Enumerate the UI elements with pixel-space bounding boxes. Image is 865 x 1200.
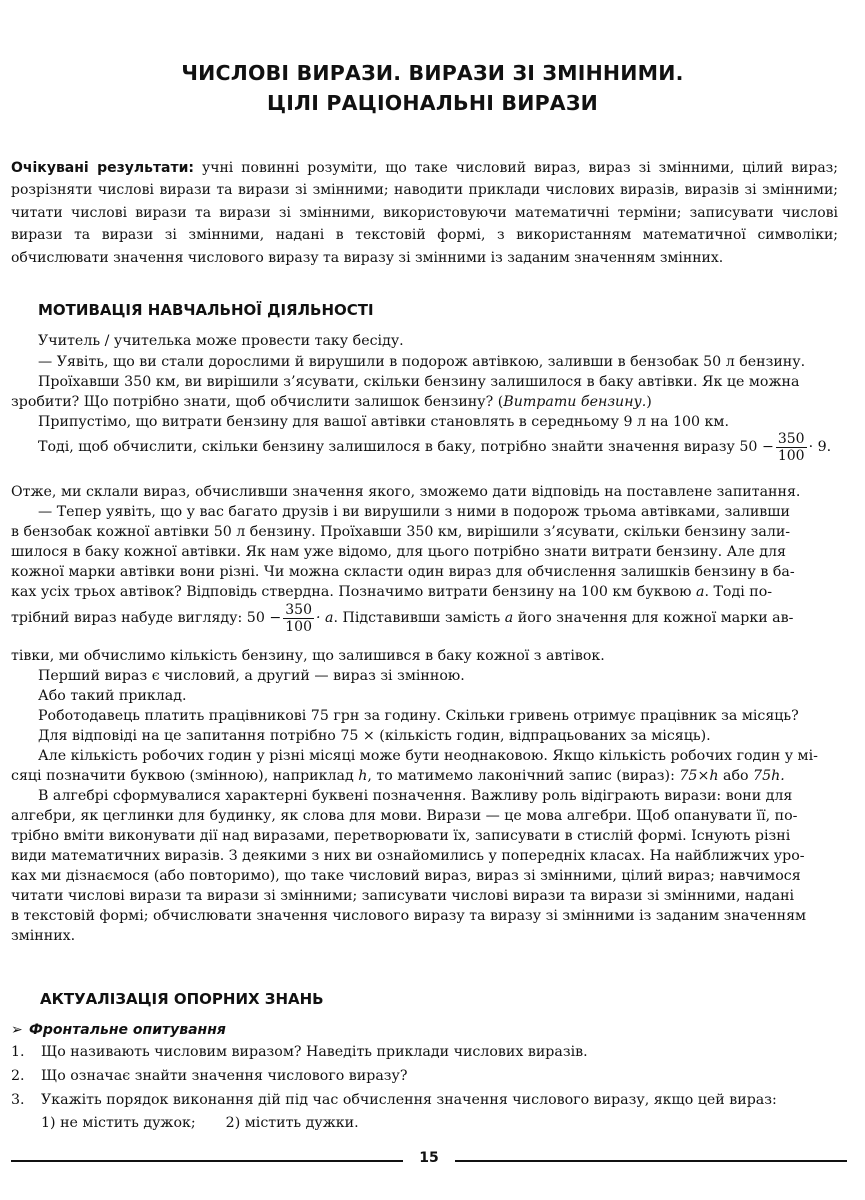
question-item xyxy=(11,1090,777,1110)
paragraph-line-with-formula xyxy=(38,427,831,467)
title-line-1: ЧИСЛОВІ ВИРАЗИ. ВИРАЗИ ЗІ ЗМІННИМИ. xyxy=(181,61,684,85)
paragraph-line: шилося в баку кожної автівки. Як нам уже відомо, для цього потрібно знати витрати бензину. Але для xyxy=(11,544,786,560)
question-text: Що називають числовим виразом? Наведіть приклади числових виразів. xyxy=(41,1044,588,1060)
page-title xyxy=(0,58,865,118)
paragraph-line: Роботодавець платить працівникові 75 грн за годину. Скільки гривень отримує працівник за місяць? xyxy=(38,708,799,724)
text-run: зробити? Що потрібно знати, щоб обчислити залишок бензину? ( xyxy=(11,394,504,410)
formula-part: · a xyxy=(315,610,334,626)
formula-part: · 9. xyxy=(808,439,832,455)
paragraph-line: кожної марки автівки вони різні. Чи можна скласти один вираз для обчислення залишків бензину в ба- xyxy=(11,564,795,580)
question-number: 1. xyxy=(11,1044,25,1060)
paragraph-line: Перший вираз є числовий, а другий — вираз зі змінною. xyxy=(38,668,465,684)
paragraph-line xyxy=(11,392,652,412)
subitem: 2) містить дужки. xyxy=(225,1115,359,1131)
paragraph-line: Проїхавши 350 км, ви вирішили з’ясувати, скільки бензину залишилося в баку автівки. Як це можна xyxy=(38,374,800,390)
fraction-numerator: 350 xyxy=(777,430,805,447)
formula-part: 75h. xyxy=(753,768,785,784)
formula xyxy=(739,430,832,464)
arrow-bullet-icon: ➢ xyxy=(11,1022,23,1038)
actualization-heading: АКТУАЛІЗАЦІЯ ОПОРНИХ ЗНАНЬ xyxy=(40,990,324,1008)
paragraph-line xyxy=(11,766,785,786)
paragraph-line: ках ми дізнаємося (або повторимо), що таке числовий вираз, вираз зі змінними, цілий вираз; навчимося xyxy=(11,868,801,884)
frontal-survey-heading xyxy=(11,1022,226,1038)
paragraph-line: — Уявіть, що ви стали дорослими й вирушили в подорож автівкою, заливши в бензобак 50 л бензину. xyxy=(38,354,806,370)
fraction-denominator: 100 xyxy=(777,447,805,464)
paragraph-line: Отже, ми склали вираз, обчисливши значення якого, зможемо дати відповідь на поставлене запитання. xyxy=(11,484,801,500)
paragraph-line: змінних. xyxy=(11,928,76,944)
text-run: або xyxy=(722,768,749,784)
paragraph-line: Або такий приклад. xyxy=(38,688,187,704)
paragraph-line: в бензобак кожної автівки 50 л бензину. Проїхавши 350 км, вирішили з’ясувати, скільки бензину зали- xyxy=(11,524,791,540)
text-run: , то матимемо лаконічний запис (вираз): xyxy=(367,768,675,784)
question-item xyxy=(11,1066,407,1086)
title-line-2: ЦІЛІ РАЦІОНАЛЬНІ ВИРАЗИ xyxy=(267,91,598,115)
footer-rule-left xyxy=(11,1160,403,1162)
text-run: сяці позначити буквою (змінною), наприклад xyxy=(11,768,354,784)
text-run: . Підставивши замість xyxy=(333,610,501,626)
fraction-denominator: 100 xyxy=(285,618,312,635)
italic-answer: Витрати бензину. xyxy=(503,394,647,410)
paragraph-line: трібно вміти виконувати дії над виразами, перетворювати їх, записувати в стислій формі. Існують різні xyxy=(11,828,791,844)
paragraph-line: В алгебрі сформувалися характерні буквені позначення. Важливу роль відіграють вирази: вони для xyxy=(38,788,793,804)
question-text: Що означає знайти значення числового виразу? xyxy=(41,1068,408,1084)
paragraph-line: Але кількість робочих годин у різні місяці може бути неоднаковою. Якщо кількість робочих годин у мі- xyxy=(38,748,818,764)
formula-part: 50 − xyxy=(246,610,282,626)
paragraph-line: в текстовій формі; обчислювати значення числового виразу та виразу зі змінними із заданим значенням xyxy=(11,908,807,924)
paragraph-line: — Тепер уявіть, що у вас багато друзів і ви вирушили з ними в подорож трьома автівками, заливши xyxy=(38,504,790,520)
variable: a xyxy=(695,584,705,600)
paragraph-line: Припустімо, що витрати бензину для вашої автівки становлять в середньому 9 л на 100 км. xyxy=(38,414,729,430)
text-run: . Тоді по- xyxy=(704,584,773,600)
fraction-numerator: 350 xyxy=(285,601,312,618)
variable: h xyxy=(358,768,368,784)
formula-part: 50 − xyxy=(739,439,774,455)
question-subitems xyxy=(41,1113,359,1133)
question-number: 2. xyxy=(11,1068,25,1084)
question-item xyxy=(11,1042,588,1062)
formula-part: 75×h xyxy=(679,768,719,784)
paragraph-line: Для відповіді на це запитання потрібно 75 × (кількість годин, відпрацьованих за місяць). xyxy=(38,728,711,744)
question-text: Укажіть порядок виконання дій під час обчислення значення числового виразу, якщо цей вираз: xyxy=(41,1092,777,1108)
paragraph-line: види математичних виразів. З деякими з них ви ознайомились у попередніх класах. На найближчих уро- xyxy=(11,848,805,864)
page-number: 15 xyxy=(419,1150,439,1166)
fraction xyxy=(776,431,807,464)
expected-results-text: учні повинні розуміти, що таке числовий вираз, вираз зі змінними, цілий вираз; розрізняти числові вирази та вирази зі змінними; наводити приклади числових виразів, виразів зі змінними; читати числові вирази та вирази зі змінними, використовуючи математичні терміни; записувати числові вирази та вирази зі змінними, надані в текстовій формі, з використанням математичної символіки; обчислювати значення числового виразу та виразу зі змінними із заданим значенням змінних. xyxy=(11,160,839,266)
motivation-heading: МОТИВАЦІЯ НАВЧАЛЬНОЇ ДІЯЛЬНОСТІ xyxy=(38,301,374,319)
text-run: ) xyxy=(646,394,652,410)
expected-results xyxy=(11,157,838,269)
question-number: 3. xyxy=(11,1092,25,1108)
footer-rule-right xyxy=(455,1160,847,1162)
paragraph-line: читати числові вирази та вирази зі змінними; записувати числові вирази та вирази зі змінними, надані xyxy=(11,888,795,904)
paragraph-line: Учитель / учителька може провести таку бесіду. xyxy=(38,333,404,349)
formula xyxy=(246,601,334,635)
expected-results-label: Очікувані результати: xyxy=(11,160,195,176)
fraction xyxy=(283,602,314,635)
frontal-survey-label: Фронтальне опитування xyxy=(29,1022,226,1038)
text-run: ках усіх трьох автівок? Відповідь ствердна. Позначимо витрати бензину на 100 км буквою xyxy=(11,584,692,600)
variable: a xyxy=(504,610,514,626)
text-run: його значення для кожної марки ав- xyxy=(517,610,794,626)
paragraph-line-with-formula xyxy=(11,598,793,638)
paragraph-line: тівки, ми обчислимо кількість бензину, що залишився в баку кожної з автівок. xyxy=(11,648,605,664)
paragraph-line: алгебри, як цеглинки для будинку, як слова для мови. Вирази — це мова алгебри. Щоб опанувати її, по- xyxy=(11,808,798,824)
subitem: 1) не містить дужок; xyxy=(41,1115,196,1131)
text-run: Тоді, щоб обчислити, скільки бензину залишилося в баку, потрібно знайти значення виразу xyxy=(38,439,735,455)
text-run: трібний вираз набуде вигляду: xyxy=(11,610,243,626)
